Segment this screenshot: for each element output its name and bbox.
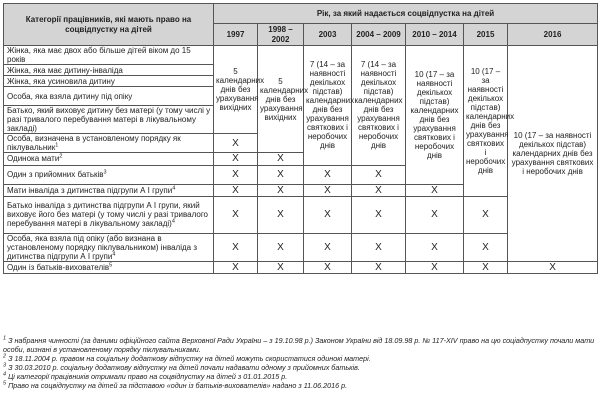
category-text: Батько інваліда з дитинства підгрупи А I групи, який виховує його без матері (у тому числі у разі тривалого перебування матері в лікувальному закладі) [7, 201, 209, 229]
category-cell: Особа, яка взяла дитину під опіку [4, 87, 214, 106]
category-text: Особа, яка взяла під опіку (або визнана в установленому порядку піклувальником) інваліда з дитинства підгрупи А I групи [7, 233, 197, 261]
header-category: Категорії працівників, які мають право на соцвідпустку на дітей [4, 4, 214, 46]
mark-cell: Х [258, 233, 304, 261]
category-text: Один із батьків-вихователів [7, 263, 110, 273]
category-cell [4, 165, 214, 184]
category-cell [4, 184, 214, 196]
mark-cell: Х [304, 196, 352, 233]
footnote-text: Ці категорії працівників отримали право на соцвідпустку на дітей з 01.01.2015 р. [8, 372, 288, 381]
category-cell [4, 261, 214, 273]
footnote-ref: 4 [172, 184, 176, 191]
mark-cell: Х [258, 165, 304, 184]
duration-1997: 5 календарних днів без урахування вихідних [214, 46, 258, 134]
footnote [3, 381, 597, 390]
mark-cell: Х [304, 261, 352, 273]
category-cell [4, 233, 214, 261]
mark-cell: Х [464, 261, 508, 273]
mark-cell: Х [304, 184, 352, 196]
mark-cell: Х [214, 134, 258, 153]
category-cell [4, 196, 214, 233]
mark-cell: Х [508, 261, 598, 273]
header-year: 2010 – 2014 [406, 24, 464, 46]
mark-cell: Х [406, 261, 464, 273]
footnotes [3, 336, 597, 390]
duration-2010: 10 (17 – за наявності декількох підстав) календарних днів без урахування святкових і неробочих днів [406, 46, 464, 185]
category-cell [4, 134, 214, 153]
mark-cell: Х [258, 153, 304, 165]
mark-cell: Х [464, 196, 508, 233]
leave-table [3, 3, 598, 274]
footnote-number: 1 [3, 335, 7, 342]
duration-2003: 7 (14 – за наявності декількох підстав) календарних днів без урахування святкових і неробочих днів [304, 46, 352, 166]
header-year-group: Рік, за який надається соцвідпустка на дітей [214, 4, 598, 24]
category-text: Одинока мати [7, 154, 60, 164]
mark-cell: Х [258, 184, 304, 196]
duration-2016: 10 (17 – за наявності декількох підстав) календарних днів без урахування святкових і неробочих днів [508, 46, 598, 262]
category-cell: Жінка, яка має дитину-інваліда [4, 65, 214, 76]
mark-cell: Х [304, 165, 352, 184]
header-year: 1998 – 2002 [258, 24, 304, 46]
footnote [3, 372, 597, 381]
footnote-number: 3 [3, 362, 7, 369]
header-year: 2003 [304, 24, 352, 46]
footnote-number: 5 [3, 380, 7, 387]
footnote [3, 354, 597, 363]
footnote-number: 2 [3, 353, 7, 360]
header-year: 2004 – 2009 [352, 24, 406, 46]
footnote-ref: 1 [55, 142, 59, 149]
category-cell [4, 153, 214, 165]
mark-cell: Х [214, 196, 258, 233]
header-year: 2015 [464, 24, 508, 46]
footnote-ref: 3 [103, 169, 107, 176]
category-cell: Батько, який виховує дитину без матері (у тому числі у разі тривалого перебування матері в лікувальному закладі) [4, 106, 214, 134]
category-cell: Жінка, яка має двох або більше дітей віком до 15 років [4, 46, 214, 65]
category-text: Мати інваліда з дитинства підгрупи А I групи [7, 185, 173, 195]
mark-cell: Х [258, 196, 304, 233]
mark-cell: Х [352, 233, 406, 261]
footnote-number: 4 [3, 371, 7, 378]
duration-2004: 7 (14 – за наявності декількох підстав) календарних днів без урахування святкових і неробочих днів [352, 46, 406, 166]
header-year: 1997 [214, 24, 258, 46]
mark-cell: Х [352, 196, 406, 233]
mark-cell: Х [352, 261, 406, 273]
footnote-text: З 18.11.2004 р. правом на соціальну додаткову відпустку на дітей можуть скористатися одинокі матері. [8, 354, 371, 363]
category-cell: Жінка, яка усиновила дитину [4, 76, 214, 87]
footnote-ref: 4 [112, 251, 116, 258]
category-text: Особа, визначена в установленому порядку як піклувальник [7, 134, 181, 153]
footnote-text: З набрання чинності (за даними офіційного сайта Верховної Ради України – з 19.10.98 р.) Законом України від 18.09.98 р. № 117-XIV право на цю соціадпустку почали мати особи, визнані в установленому порядку піклувальниками. [3, 336, 595, 354]
mark-cell: Х [304, 233, 352, 261]
duration-2015: 10 (17 – за наявності декількох підстав) календарних днів без урахування святкових і неробочих днів [464, 46, 508, 197]
mark-cell: Х [406, 196, 464, 233]
footnote [3, 336, 597, 354]
footnote-text: Право на соцвідпустку на дітей за підставою «один із батьків-вихователів» надано з 11.06.2016 р. [8, 381, 348, 390]
footnote [3, 363, 597, 372]
mark-cell: Х [464, 233, 508, 261]
mark-cell: Х [352, 165, 406, 184]
footnote-ref: 5 [109, 262, 113, 269]
mark-cell: Х [214, 233, 258, 261]
mark-cell: Х [214, 184, 258, 196]
mark-cell: Х [214, 261, 258, 273]
category-text: Один з прийомних батьків [7, 170, 104, 179]
mark-cell: Х [214, 165, 258, 184]
mark-cell: Х [214, 153, 258, 165]
mark-cell: Х [406, 184, 464, 196]
duration-1998: 5 календарних днів без урахування вихідних [258, 46, 304, 153]
header-year: 2016 [508, 24, 598, 46]
footnote-ref: 2 [59, 153, 63, 160]
mark-cell: Х [258, 261, 304, 273]
footnote-ref: 4 [171, 218, 175, 225]
mark-cell: Х [406, 233, 464, 261]
mark-cell: Х [352, 184, 406, 196]
footnote-text: З 30.03.2010 р. соціальну додаткову відпустку на дітей почали надавати одному з прийомних батьків. [8, 363, 360, 372]
